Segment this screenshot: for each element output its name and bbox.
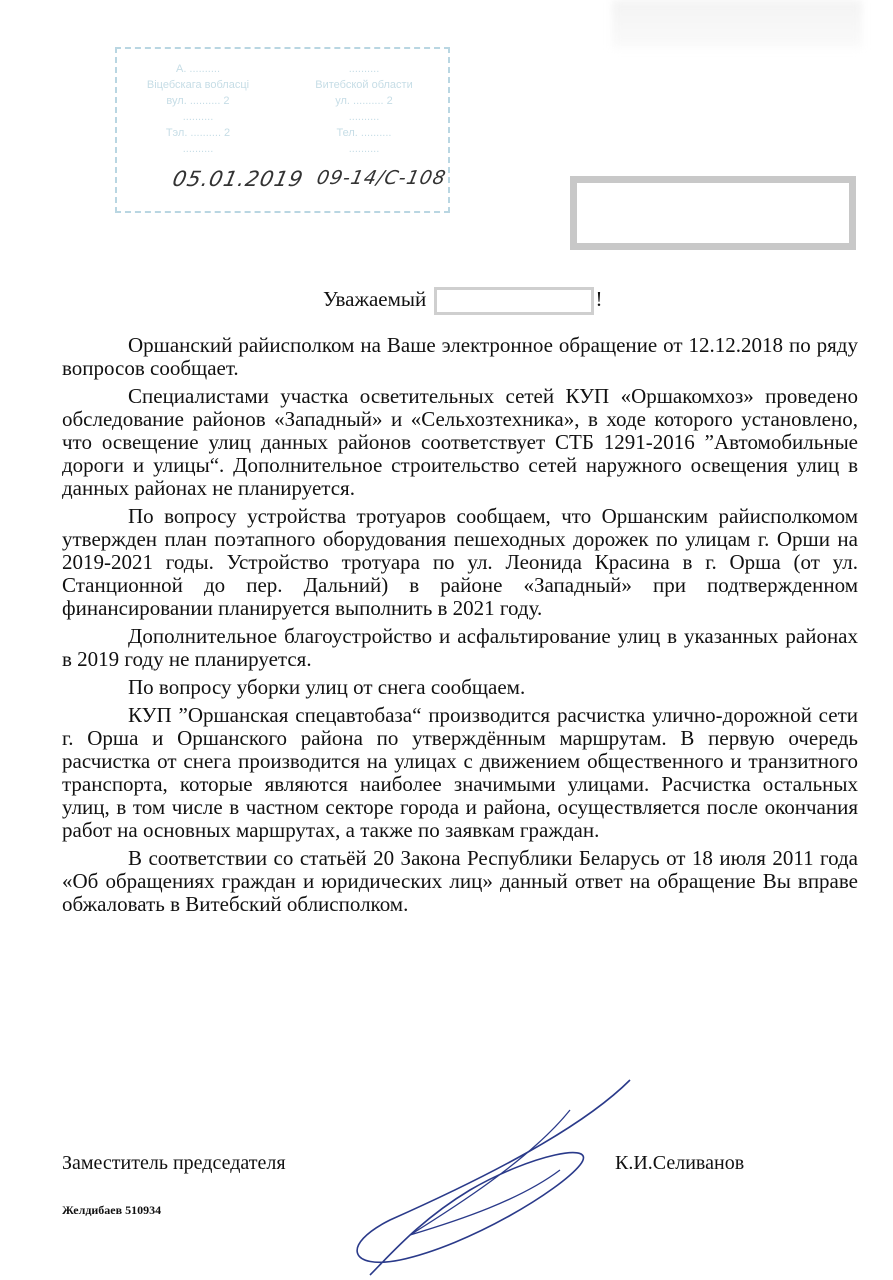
signatory-name: К.И.Селиванов bbox=[615, 1152, 745, 1174]
greeting-prefix: Уважаемый bbox=[323, 287, 427, 311]
blurred-header bbox=[612, 0, 862, 48]
stamp-line: вул. .......... 2 bbox=[166, 95, 230, 107]
greeting-suffix: ! bbox=[595, 287, 603, 311]
paragraph: КУП ”Оршанская спецавтобаза“ производится расчистка улично-дорожной сети г. Орша и Оршанского района по утверждённым маршрутам. В первую очередь расчистка от снега производится на улицах с движением общественного и транзитного транспорта, которые являются наиболее значимыми улицами. Расчистка остальных улиц, в том числе в частном секторе города и района, осуществляется после окончания работ на основных маршрутах, а также по заявкам граждан. bbox=[62, 703, 858, 842]
stamp-line: .......... bbox=[348, 143, 380, 155]
stamp-line: Віцебскага вобласці bbox=[146, 79, 250, 91]
stamp-line: Витебской области bbox=[315, 79, 413, 91]
registration-stamp bbox=[115, 47, 450, 213]
stamp-number: 09-14/С-108 bbox=[314, 167, 449, 189]
stamp-line: Тэл. .......... 2 bbox=[165, 127, 231, 139]
stamp-right-text bbox=[289, 61, 439, 157]
letter-body bbox=[62, 334, 858, 921]
redacted-addressee bbox=[570, 176, 856, 250]
signatory-title: Заместитель председателя bbox=[62, 1152, 286, 1174]
stamp-line: .......... bbox=[182, 143, 214, 155]
stamp-date: 05.01.2019 bbox=[170, 167, 306, 191]
greeting bbox=[323, 286, 603, 315]
redacted-name bbox=[434, 287, 594, 315]
handwritten-signature bbox=[330, 1070, 660, 1280]
paragraph: Специалистами участка осветительных сетей КУП «Оршакомхоз» проведено обследование районов «Западный» и «Сельхозтехника», в ходе которого установлено, что освещение улиц данных районов соответствует СТБ 1291-2016 ”Автомобильные дороги и улицы“. Дополнительное строительство сетей наружного освещения улиц в данных районах не планируется. bbox=[62, 384, 858, 500]
stamp-left-text bbox=[123, 61, 273, 157]
stamp-line: Тел. .......... bbox=[336, 127, 392, 139]
stamp-line: ул. .......... 2 bbox=[335, 95, 393, 107]
stamp-line: .......... bbox=[348, 63, 380, 75]
executor-note: Желдибаев 510934 bbox=[62, 1203, 162, 1217]
stamp-line: А. .......... bbox=[175, 63, 220, 75]
paragraph: Дополнительное благоустройство и асфальтирование улиц в указанных районах в 2019 году не планируется. bbox=[62, 624, 858, 671]
stamp-line: .......... bbox=[182, 111, 214, 123]
paragraph: По вопросу уборки улиц от снега сообщаем. bbox=[128, 675, 526, 699]
stamp-line: .......... bbox=[348, 111, 380, 123]
paragraph: Оршанский райисполком на Ваше электронное обращение от 12.12.2018 по ряду вопросов сообщает. bbox=[62, 333, 858, 380]
paragraph: По вопросу устройства тротуаров сообщаем, что Оршанским райисполкомом утвержден план поэтапного оборудования пешеходных дорожек по улицам г. Орши на 2019-2021 годы. Устройство тротуара по ул. Леонида Красина в г. Орша (от ул. Станционной до пер. Дальний) в районе «Западный» при подтвержденном финансировании планируется выполнить в 2021 году. bbox=[62, 504, 858, 620]
paragraph: В соответствии со статьёй 20 Закона Республики Беларусь от 18 июля 2011 года «Об обращениях граждан и юридических лиц» данный ответ на обращение Вы вправе обжаловать в Витебский облисполком. bbox=[62, 846, 858, 916]
